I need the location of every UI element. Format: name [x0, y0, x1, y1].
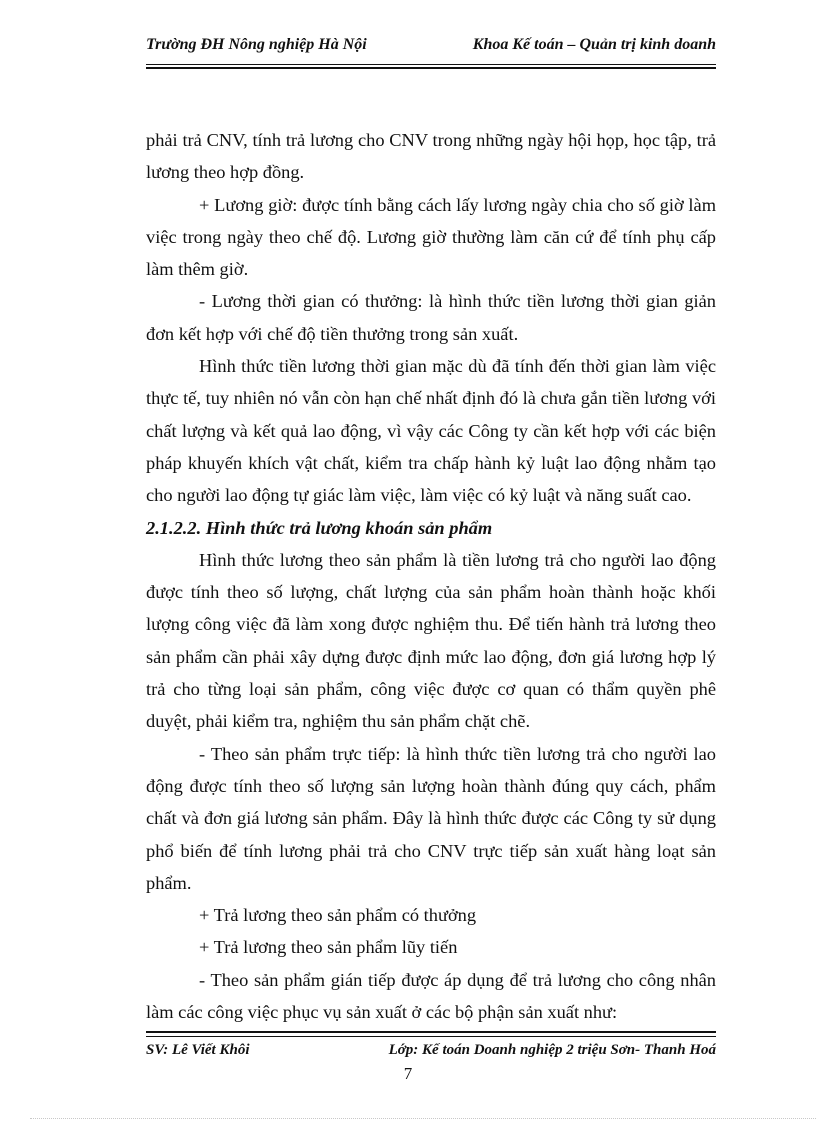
list-item-progressive-product: + Trả lương theo sản phẩm lũy tiến [199, 937, 458, 958]
paragraph-hourly-wage: + Lương giờ: được tính bằng cách lấy lương ngày chia cho số giờ làm việc trong ngày theo chế độ. Lương giờ thường làm căn cứ để tính phụ cấp làm thêm giờ. [146, 194, 716, 280]
page-header [146, 34, 716, 60]
paragraph-indirect-product: - Theo sản phẩm gián tiếp được áp dụng để trả lương cho công nhân làm các công việc phục vụ sản xuất ở các bộ phận sản xuất như: [146, 969, 716, 1023]
page-footer [146, 1042, 716, 1066]
list-item-bonus-product: + Trả lương theo sản phẩm có thưởng [199, 905, 477, 926]
section-heading: 2.1.2.2. Hình thức trả lương khoán sản phẩm [146, 517, 493, 538]
document-body [146, 124, 716, 1028]
footer-rule-top [146, 1031, 716, 1033]
page-number: 7 [403, 1064, 413, 1083]
header-faculty: Khoa Kế toán – Quản trị kinh doanh [472, 36, 716, 53]
page-edge [30, 1118, 816, 1119]
paragraph-product-wage: Hình thức lương theo sản phẩm là tiền lương trả cho người lao động được tính theo số lượng, chất lượng của sản phẩm hoàn thành hoặc khối lượng công việc đã làm xong được nghiệm thu. Để tiến hành trả lương theo sản phẩm cần phải xây dựng được định mức lao động, đơn giá lương hợp lý trả cho từng loại sản phẩm, công việc được cơ quan có thẩm quyền phê duyệt, phải kiểm tra, nghiệm thu sản phẩm chặt chẽ. [146, 549, 716, 732]
paragraph-continuation: phải trả CNV, tính trả lương cho CNV trong những ngày hội họp, học tập, trả lương theo hợp đồng. [146, 130, 716, 183]
footer-student: SV: Lê Viết Khôi [146, 1042, 250, 1058]
paragraph-time-wage-summary: Hình thức tiền lương thời gian mặc dù đã tính đến thời gian làm việc thực tế, tuy nhiên nó vẫn còn hạn chế nhất định đó là chưa gắn tiền lương với chất lượng và kết quả lao động, vì vậy các Công ty cần kết hợp với các biện pháp khuyến khích vật chất, kiểm tra chấp hành kỷ luật lao động nhằm tạo cho người lao động tự giác làm việc, làm việc có kỷ luật và năng suất cao. [146, 356, 716, 506]
paragraph-time-wage-bonus: - Lương thời gian có thưởng: là hình thức tiền lương thời gian giản đơn kết hợp với chế độ tiền thưởng trong sản xuất. [146, 291, 716, 344]
paragraph-direct-product: - Theo sản phẩm trực tiếp: là hình thức tiền lương trả cho người lao động được tính theo số lượng sản lượng hoàn thành đúng quy cách, phẩm chất và đơn giá lương sản phẩm. Đây là hình thức được các Công ty sử dụng phổ biến để tính lương phải trả cho CNV trực tiếp sản xuất hàng loạt sản phẩm. [146, 743, 716, 893]
footer-class: Lớp: Kế toán Doanh nghiệp 2 triệu Sơn- Thanh Hoá [388, 1042, 716, 1058]
header-university: Trường ĐH Nông nghiệp Hà Nội [146, 36, 367, 53]
footer-rule-bottom [146, 1036, 716, 1037]
header-rule-top [146, 64, 716, 65]
header-rule-bottom [146, 67, 716, 69]
